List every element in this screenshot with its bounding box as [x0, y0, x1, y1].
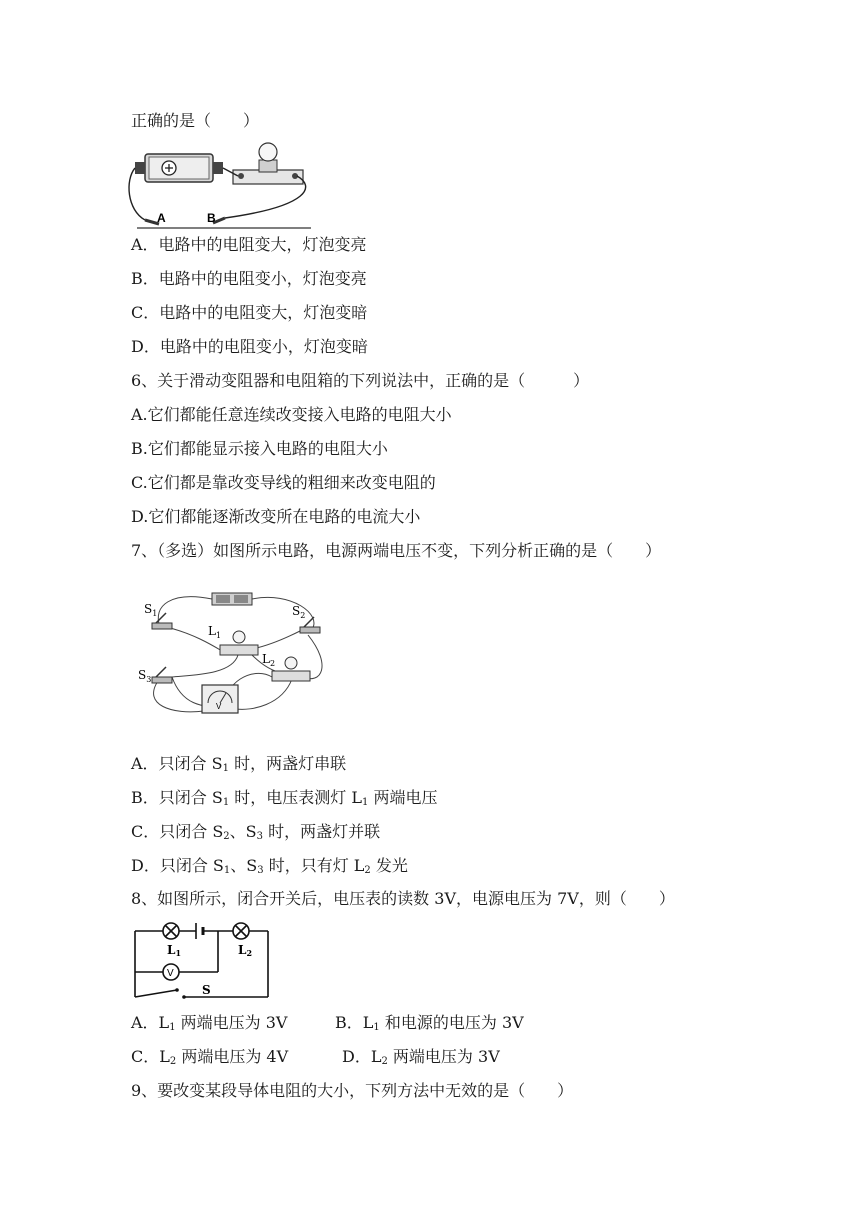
q6-stem: 6、关于滑动变阻器和电阻箱的下列说法中，正确的是（ ） — [131, 371, 590, 390]
q7-option-b: B．只闭合 $S_1$ 时，电压表测灯 $L_1$ 两端电压 — [131, 788, 438, 808]
q7-stem: 7、（多选）如图所示电路，电源两端电压不变，下列分析正确的是（ ） — [131, 541, 662, 560]
q7-circuit-figure — [132, 585, 337, 735]
q7-option-d: D．只闭合 $S_1$、$S_3$ 时，只有灯 $L_2$ 发光 — [131, 856, 408, 876]
q6-option-a: A.它们都能任意连续改变接入电路的电阻大小 — [131, 405, 452, 424]
q9-stem: 9、要改变某段导体电阻的大小，下列方法中无效的是（ ） — [131, 1081, 574, 1100]
q5-option-a: A．电路中的电阻变大，灯泡变亮 — [131, 235, 367, 254]
label-l1: L1 — [167, 943, 182, 958]
q8-circuit-figure — [130, 918, 275, 1003]
voltmeter-label: V — [216, 702, 222, 711]
label-l2: $L_2$ — [262, 652, 276, 668]
label-b: B — [207, 211, 216, 225]
q8-stem: 8、如图所示，闭合开关后，电压表的读数 3V，电源电压为 7V，则（ ） — [131, 889, 675, 908]
label-l2: L2 — [238, 943, 253, 958]
q7-option-a: A．只闭合 $S_1$ 时，两盏灯串联 — [131, 754, 347, 774]
q6-option-d: D.它们都能逐渐改变所在电路的电流大小 — [131, 507, 421, 526]
q5-circuit-figure — [125, 140, 325, 232]
q6-option-c: C.它们都是靠改变导线的粗细来改变电阻的 — [131, 473, 436, 492]
q8-options-row1 — [131, 1013, 731, 1033]
q8-option-c: C．$L_2$ 两端电压为 4V — [131, 1047, 289, 1067]
q8-option-b: B．$L_1$ 和电源的电压为 3V — [335, 1013, 524, 1033]
q5-option-c: C．电路中的电阻变大，灯泡变暗 — [131, 303, 368, 322]
q5-option-b: B．电路中的电阻变小，灯泡变亮 — [131, 269, 367, 288]
q5-stem-tail: 正确的是（ ） — [131, 111, 260, 130]
q7-option-c: C．只闭合 $S_2$、$S_3$ 时，两盏灯并联 — [131, 822, 381, 842]
label-s2: $S_2$ — [292, 604, 306, 620]
q8-option-a: A．$L_1$ 两端电压为 3V — [131, 1013, 288, 1033]
q8-option-d: D．$L_2$ 两端电压为 3V — [342, 1047, 500, 1067]
q6-option-b: B.它们都能显示接入电路的电阻大小 — [131, 439, 388, 458]
q8-options-row2 — [131, 1047, 731, 1067]
label-s3: $S_3$ — [138, 668, 152, 684]
label-s: S — [202, 983, 211, 997]
label-a: A — [157, 211, 166, 225]
voltmeter-label: V — [167, 968, 174, 979]
label-s1: $S_1$ — [144, 602, 158, 618]
label-l1: $L_1$ — [208, 624, 222, 640]
q5-option-d: D．电路中的电阻变小，灯泡变暗 — [131, 337, 368, 356]
